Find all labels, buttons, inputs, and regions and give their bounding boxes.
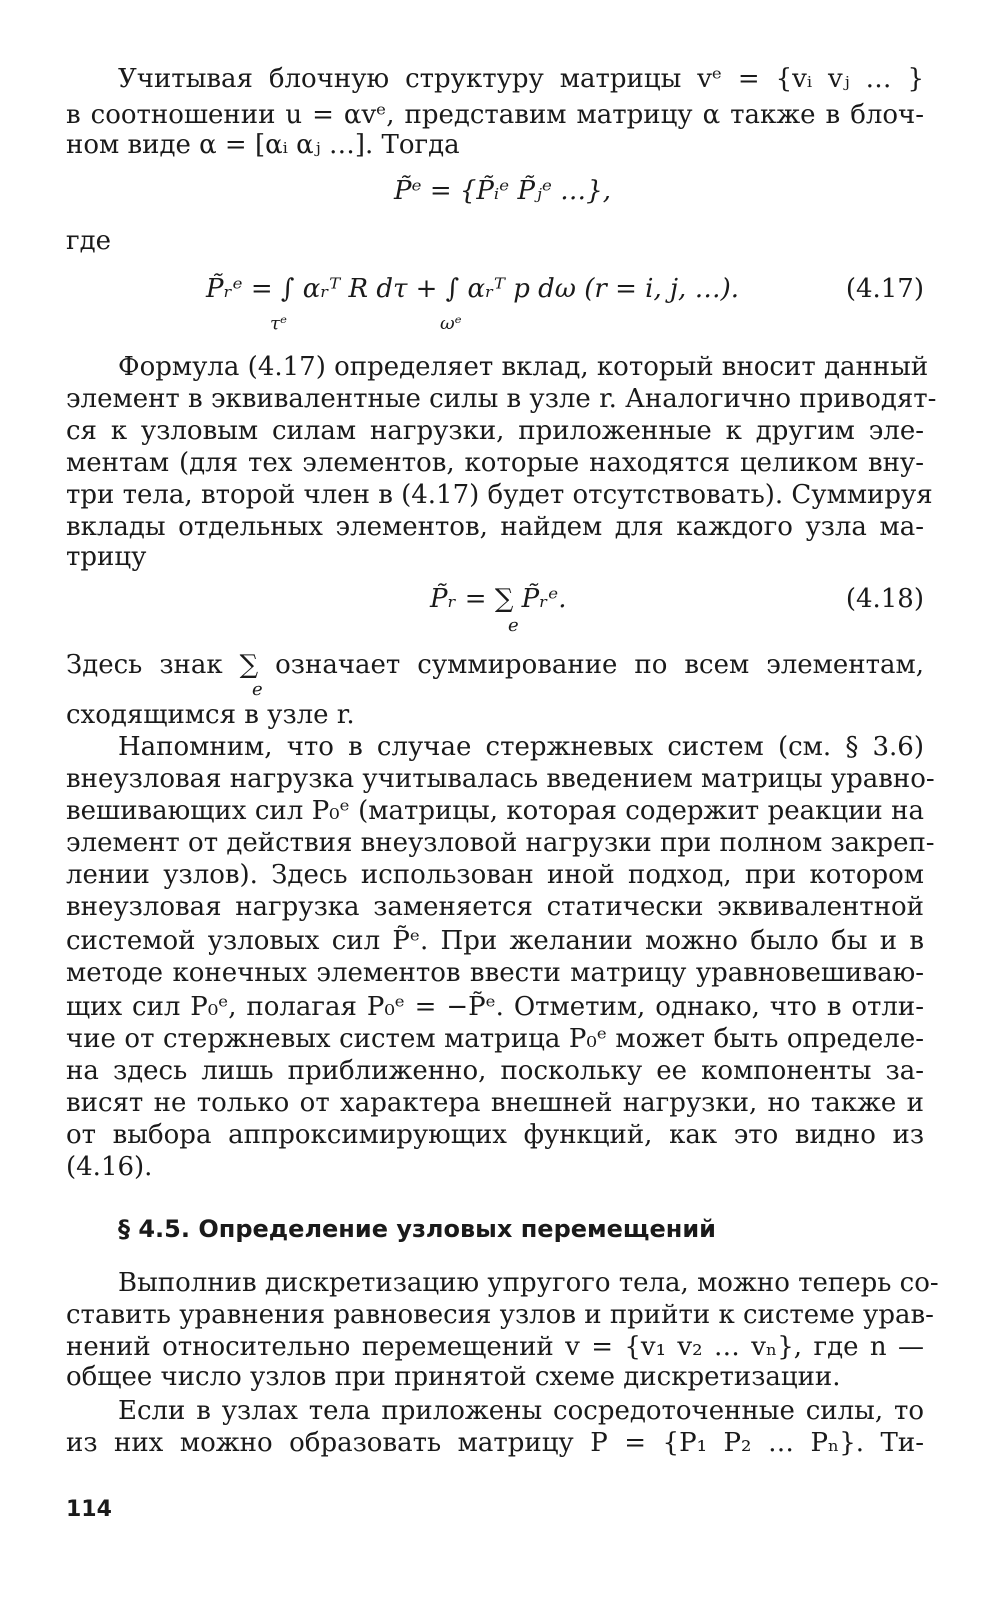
text-line: Выполнив дискретизацию упругого тела, можно теперь со- <box>118 1268 939 1298</box>
integral-subscript-tau: τᵉ <box>270 313 287 334</box>
text-line: внеузловая нагрузка заменяется статически эквивалентной <box>66 892 924 922</box>
formula-4-18: P̃ᵣ = ∑ P̃ᵣᵉ. <box>430 584 567 614</box>
text-line: ном виде α = [αᵢ αⱼ …]. Тогда <box>66 130 460 160</box>
text-line: нений относительно перемещений v = {v₁ v₂ … vₙ}, где n — <box>66 1332 924 1362</box>
formula-4-17: P̃ᵣᵉ = ∫ αᵣᵀ R dτ + ∫ αᵣᵀ p dω (r = i, j, …). <box>206 274 739 304</box>
integral-subscript-omega: ωᵉ <box>440 313 462 334</box>
text-line: внеузловая нагрузка учитывалась введением матрицы уравно- <box>66 764 935 794</box>
text-line: вклады отдельных элементов, найдем для каждого узла ма- <box>66 512 924 542</box>
sum-subscript-e: e <box>508 615 519 636</box>
text-line: Напомним, что в случае стержневых систем (см. § 3.6) <box>118 732 924 762</box>
text-line: на здесь лишь приближенно, поскольку ее компоненты за- <box>66 1056 924 1086</box>
text-line: ставить уравнения равновесия узлов и прийти к системе урав- <box>66 1300 934 1330</box>
text-line: лении узлов). Здесь использован иной подход, при котором <box>66 860 924 890</box>
text-line: чие от стержневых систем матрица P₀ᵉ может быть определе- <box>66 1024 924 1054</box>
text-line: из них можно образовать матрицу P = {P₁ P₂ … Pₙ}. Ти- <box>66 1428 924 1458</box>
where-label: где <box>66 226 112 256</box>
equation-number-4-18: (4.18) <box>845 584 924 614</box>
text-line: Формула (4.17) определяет вклад, который вносит данный <box>118 352 929 382</box>
text-line: три тела, второй член в (4.17) будет отсутствовать). Суммируя <box>66 480 933 510</box>
sum-subscript-e: e <box>252 679 263 700</box>
text-line: системой узловых сил P̃ᵉ. При желании можно было бы и в <box>66 926 924 956</box>
text-line: висят не только от характера внешней нагрузки, но также и <box>66 1088 924 1118</box>
text-line: трицу <box>66 542 147 572</box>
text-line: Если в узлах тела приложены сосредоточенные силы, то <box>118 1396 924 1426</box>
text-line: ментам (для тех элементов, которые находятся целиком вну- <box>66 448 924 478</box>
text-line: сходящимся в узле r. <box>66 700 355 730</box>
text-line: (4.16). <box>66 1152 153 1182</box>
formula-pe: P̃ᵉ = {P̃ᵢᵉ P̃ⱼᵉ …}, <box>394 176 611 206</box>
text-line: в соотношении u = αvᵉ, представим матрицу α также в блоч- <box>66 100 924 130</box>
section-heading: § 4.5. Определение узловых перемещений <box>118 1215 716 1243</box>
text-line: ся к узловым силам нагрузки, приложенные к другим эле- <box>66 416 924 446</box>
text-line: вешивающих сил P₀ᵉ (матрицы, которая содержит реакции на <box>66 796 924 826</box>
text-line: Учитывая блочную структуру матрицы vᵉ = {vᵢ vⱼ … } <box>118 64 924 94</box>
text-line: от выбора аппроксимирующих функций, как это видно из <box>66 1120 924 1150</box>
text-line: Здесь знак ∑ означает суммирование по всем элементам, <box>66 650 924 680</box>
equation-number-4-17: (4.17) <box>845 274 924 304</box>
text-line: общее число узлов при принятой схеме дискретизации. <box>66 1362 841 1392</box>
text-line: элемент в эквивалентные силы в узле r. Аналогично приводят- <box>66 384 937 414</box>
text-line: методе конечных элементов ввести матрицу уравновешиваю- <box>66 958 924 988</box>
text-line: элемент от действия внеузловой нагрузки при полном закреп- <box>66 828 935 858</box>
text-line: щих сил P₀ᵉ, полагая P₀ᵉ = −P̃ᵉ. Отметим, однако, что в отли- <box>66 992 924 1022</box>
page-number: 114 <box>66 1497 112 1522</box>
